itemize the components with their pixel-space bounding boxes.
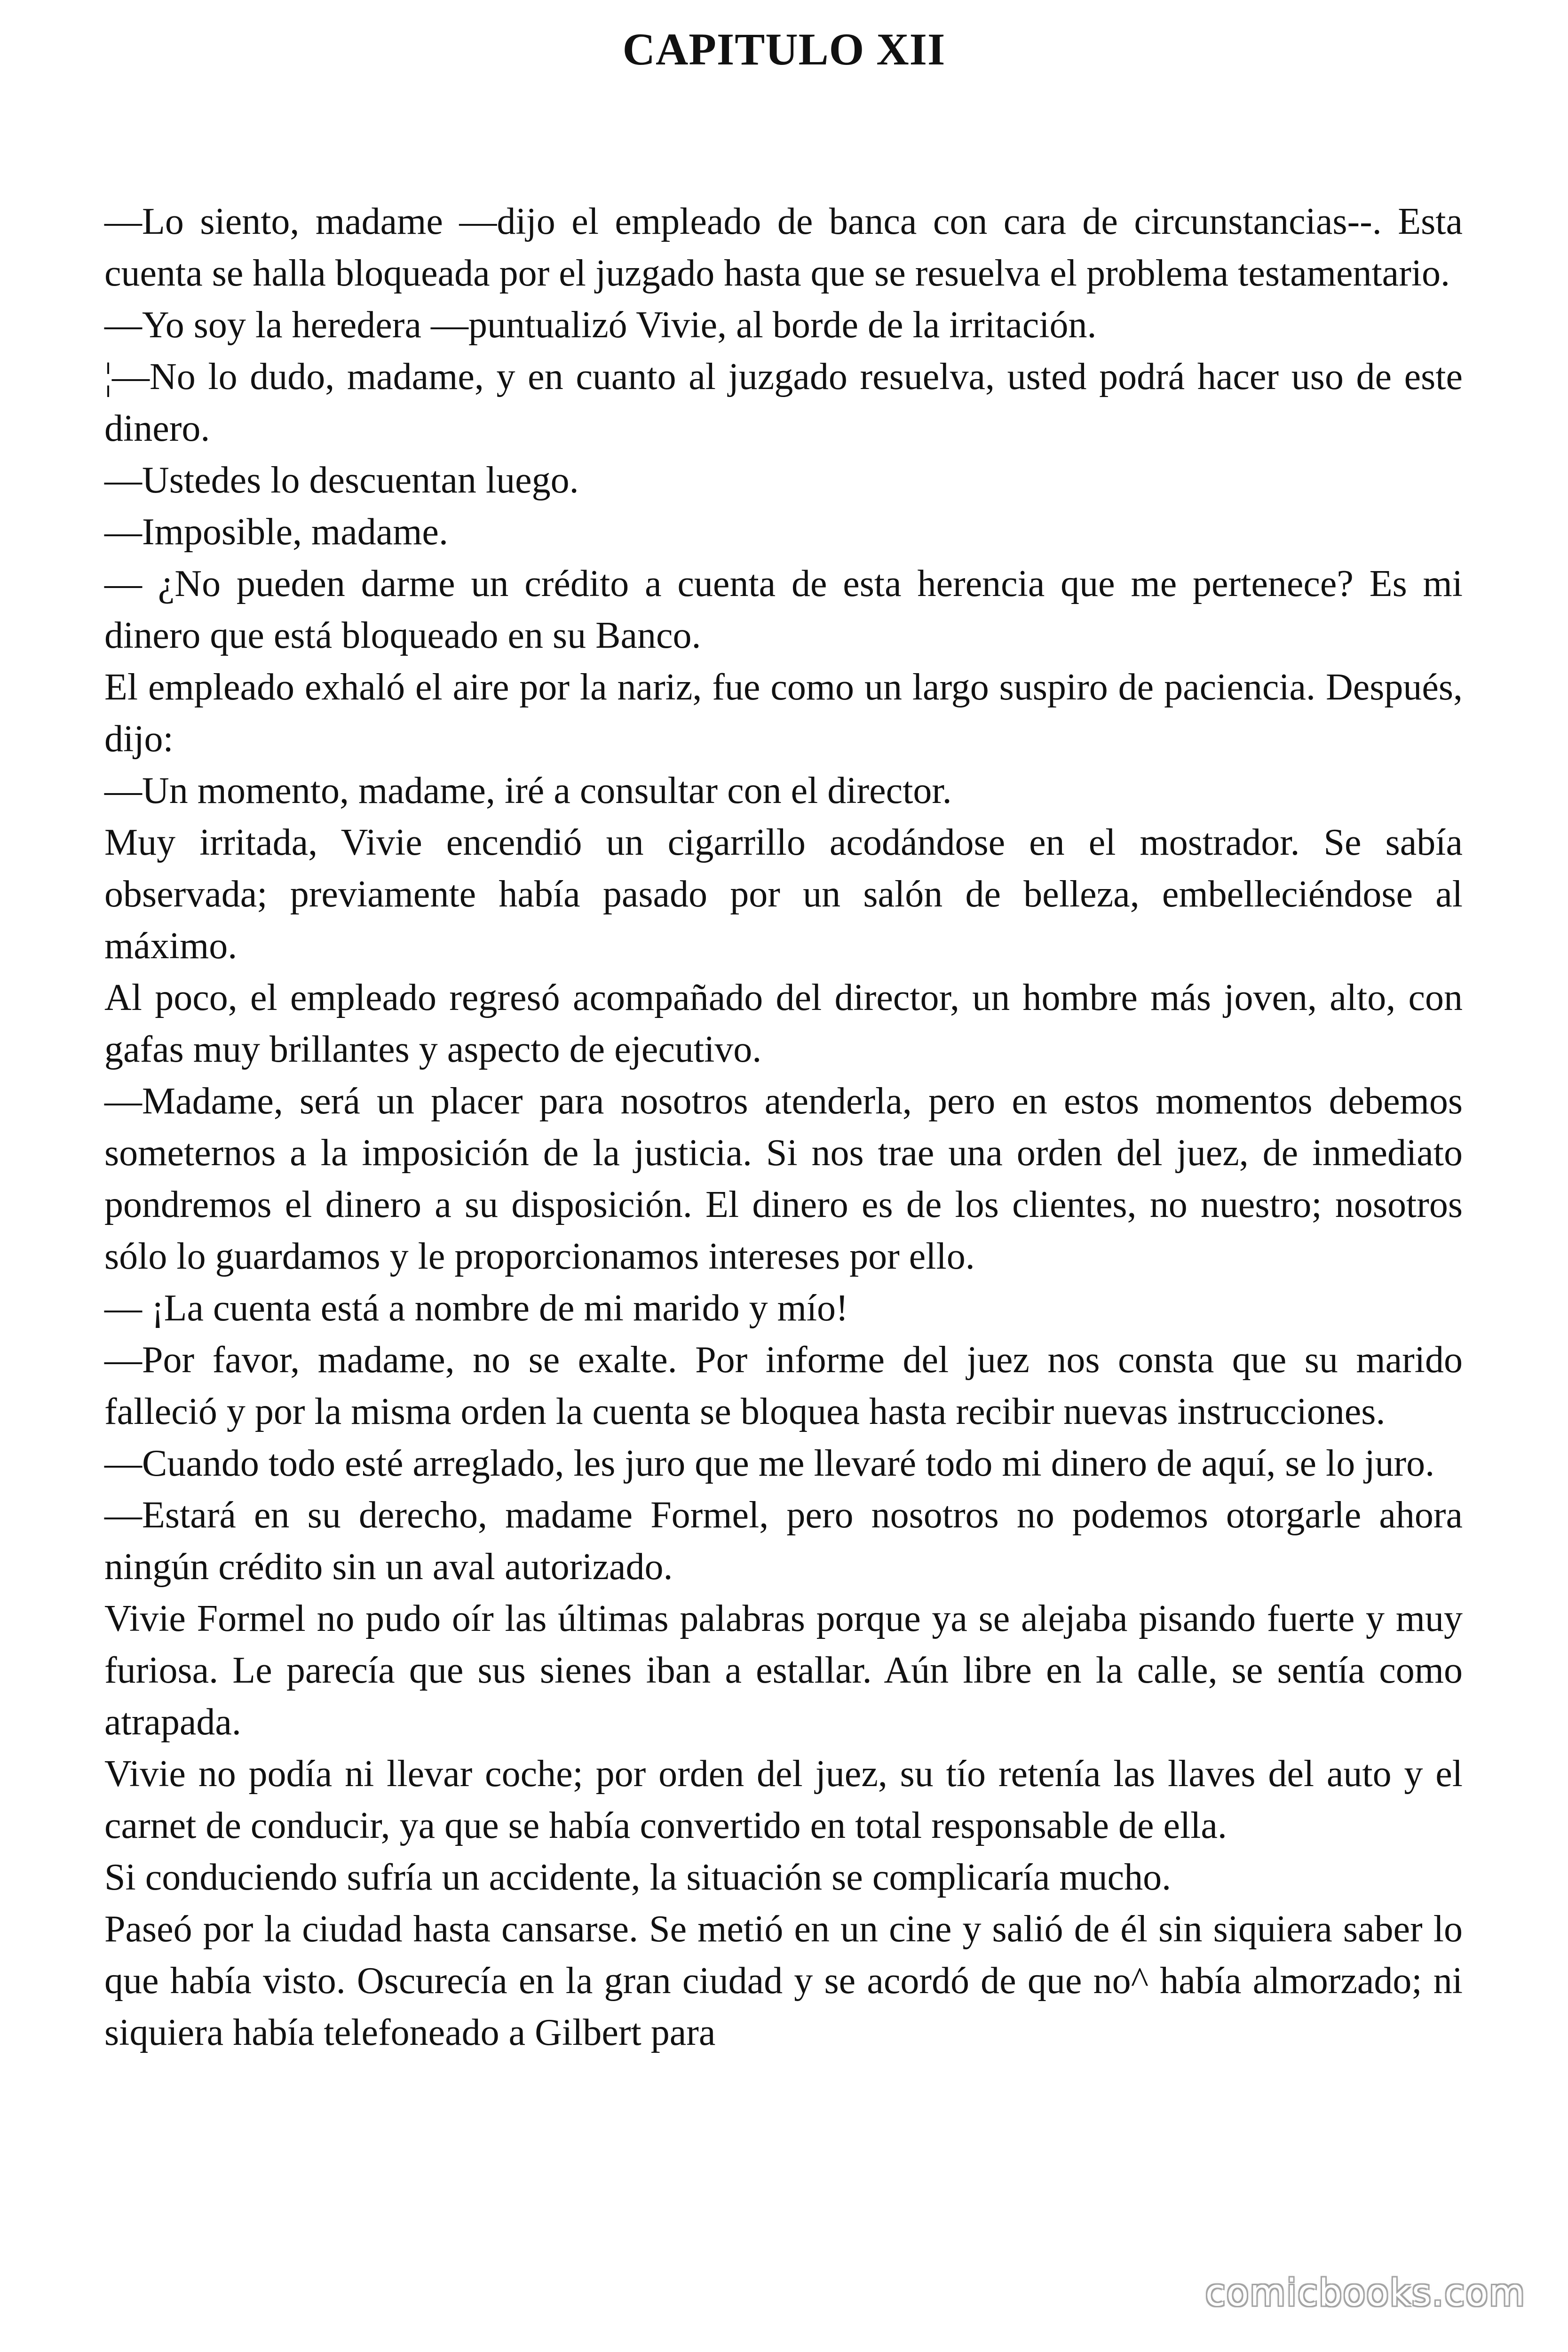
paragraph: —Estará en su derecho, madame Formel, pero nosotros no podemos otorgarle ahora ningún crédito sin un aval autorizado.	[104, 1494, 1463, 1588]
paragraph: —Yo soy la heredera —puntualizó Vivie, al borde de la irritación.	[104, 304, 1097, 346]
paragraph: — ¡La cuenta está a nombre de mi marido y mío!	[104, 1287, 848, 1329]
paragraph: Vivie no podía ni llevar coche; por orden del juez, su tío retenía las llaves del auto y el carnet de conducir, ya que se había convertido en total responsable de ella.	[104, 1753, 1463, 1846]
paragraph: Vivie Formel no pudo oír las últimas palabras porque ya se alejaba pisando fuerte y muy furiosa. Le parecía que sus sienes iban a estallar. Aún libre en la calle, se sentía como atrapada.	[104, 1598, 1463, 1743]
chapter-title: CAPITULO XII	[622, 24, 946, 74]
paragraph: El empleado exhaló el aire por la nariz, fue como un largo suspiro de paciencia. Después, dijo:	[104, 667, 1463, 760]
paragraph: Si conduciendo sufría un accidente, la situación se complicaría mucho.	[104, 1857, 1172, 1898]
paragraph: —Un momento, madame, iré a consultar con el director.	[104, 770, 952, 811]
paragraph: —Lo siento, madame —dijo el empleado de banca con cara de circunstancias--. Esta cuenta se halla bloqueada por el juzgado hasta que se resuelva el problema testamentario.	[104, 201, 1463, 294]
paragraph: — ¿No pueden darme un crédito a cuenta de esta herencia que me pertenece? Es mi dinero que está bloqueado en su Banco.	[104, 563, 1463, 656]
paragraph-last: Paseó por la ciudad hasta cansarse. Se metió en un cine y salió de él sin siquiera saber lo que había visto. Oscurecía en la gran ciudad y se acordó de que no^ había almorzado; ni siquiera había telefoneado a Gilbert para	[104, 1908, 1463, 2053]
paragraph: —Imposible, madame.	[104, 511, 448, 553]
paragraph: ¦—No lo dudo, madame, y en cuanto al juzgado resuelva, usted podrá hacer uso de este dinero.	[104, 356, 1463, 449]
chapter-body	[104, 196, 1463, 2058]
paragraph: Al poco, el empleado regresó acompañado del director, un hombre más joven, alto, con gafas muy brillantes y aspecto de ejecutivo.	[104, 977, 1463, 1070]
paragraph: —Madame, será un placer para nosotros atenderla, pero en estos momentos debemos someternos a la imposición de la justicia. Si nos trae una orden del juez, de inmediato pondremos el dinero a su disposición. El dinero es de los clientes, no nuestro; nosotros sólo lo guardamos y le proporcionamos intereses por ello.	[104, 1081, 1463, 1277]
paragraph: —Ustedes lo descuentan luego.	[104, 460, 579, 501]
paragraph: Muy irritada, Vivie encendió un cigarrillo acodándose en el mostrador. Se sabía observada; previamente había pasado por un salón de belleza, embelleciéndose al máximo.	[104, 822, 1463, 967]
paragraph: —Cuando todo esté arreglado, les juro que me llevaré todo mi dinero de aquí, se lo juro.	[104, 1443, 1435, 1484]
paragraph: —Por favor, madame, no se exalte. Por informe del juez nos consta que su marido falleció y por la misma orden la cuenta se bloquea hasta recibir nuevas instrucciones.	[104, 1339, 1463, 1432]
watermark: comicbooks.com	[1205, 2272, 1526, 2314]
